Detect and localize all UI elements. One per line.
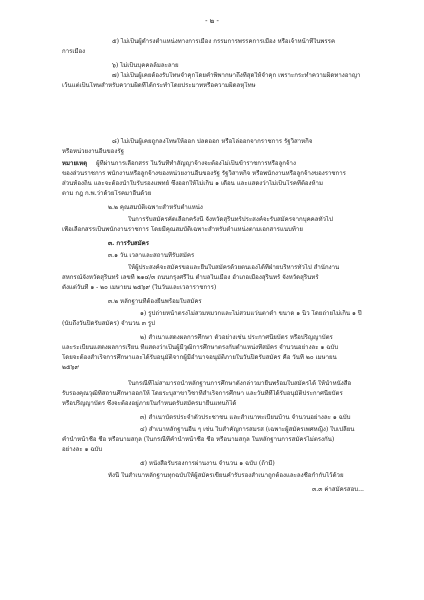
note-text: ส่วนท้องถิ่น และจะต้องนำใบรับรองแพทย์ ซึ่งออกให้ไม่เกิน ๑ เดือน และแสดงว่าไม่เป็นโรคที่ต้องห้าม — [62, 180, 323, 187]
document-item: คำนำหน้าชื่อ ชื่อ หรือนามสกุล (ในกรณีที่คำนำหน้าชื่อ ชื่อ หรือนามสกุล ในหลักฐานการสมัครไม่ตรงกัน) — [62, 436, 335, 443]
body-line: หรือปริญญาบัตร ซึ่งจะต้องอยู่ภายในกำหนดรับสมัครมายื่นแทนก็ได้ — [62, 400, 237, 407]
document-item: ๓) สำเนาบัตรประจำตัวประชาชน และสำเนาทะเบียนบ้าน จำนวนอย่างละ ๑ ฉบับ — [140, 414, 351, 421]
note-text: ผู้ที่ผ่านการเลือกสรร ในวันที่ทำสัญญาจ้างจะต้องไม่เป็นข้าราชการหรือลูกจ้าง — [96, 160, 296, 167]
body-line: เพื่อเลือกสรรเป็นพนักงานราชการ โดยมีคุณสมบัติเฉพาะสำหรับตำแหน่งตามเอกสารแนบท้าย — [62, 226, 303, 233]
body-line: ให้ผู้ประสงค์จะสมัครขอและยื่นใบสมัครด้วยตนเองได้ที่ฝ่ายบริหารทั่วไป สำนักงาน — [128, 264, 340, 271]
document-item: โดยจะต้องสำเร็จการศึกษาและได้รับอนุมัติจากผู้มีอำนาจอนุมัติภายในวันปิดรับสมัคร คือ วันที่ ๒๐ เมษายน — [62, 354, 337, 361]
body-line: สหกรณ์จังหวัดสุรินทร์ เลขที่ ๒๑๔/๓ ถนนกรุงศรีใน ตำบลในเมือง อำเภอเมืองสุรินทร์ จังหวัดสุรินทร์ — [62, 274, 319, 281]
document-item: ๕) หนังสือรับรองการผ่านงาน จำนวน ๑ ฉบับ (ถ้ามี) — [140, 460, 275, 467]
body-line: ในกรณีที่ไม่สามารถนำหลักฐานการศึกษาดังกล่าวมายื่นพร้อมใบสมัครได้ ให้นำหนังสือ — [128, 380, 352, 387]
qualification-line: ๕) ไม่เป็นผู้ดำรงตำแหน่งทางการเมือง กรรมการพรรคการเมือง หรือเจ้าหน้าที่ในพรรค — [112, 38, 336, 45]
qualification-line: ๗) ไม่เป็นผู้เคยต้องรับโทษจำคุกโดยคำพิพากษาถึงที่สุดให้จำคุก เพราะกระทำความผิดทางอาญา — [112, 72, 361, 79]
continuation-marker: ๓.๓ ค่าสมัครสอบ... — [312, 486, 364, 493]
document-item: ๑) รูปถ่ายหน้าตรงไม่สวมหมวกและไม่สวมแว่นตาดำ ขนาด ๑ นิ้ว โดยถ่ายไม่เกิน ๑ ปี — [140, 310, 362, 317]
body-line: ตั้งแต่วันที่ ๑ - ๒๐ เมษายน ๒๕๖๙ (ในวันและเวลาราชการ) — [62, 284, 217, 291]
section-heading: ๒.๒ คุณสมบัติเฉพาะสำหรับตำแหน่ง — [108, 204, 203, 211]
document-item: (นับถึงวันปิดรับสมัคร) จำนวน ๓ รูป — [62, 320, 155, 327]
document-item: และระเบียนแสดงผลการเรียน ที่แสดงว่าเป็นผู้มีวุฒิการศึกษาตรงกับตำแหน่งที่สมัคร จำนวนอย่างละ ๑ ฉบับ — [62, 344, 339, 351]
section-heading: ๓.๒ หลักฐานที่ต้องยื่นพร้อมใบสมัคร — [108, 298, 202, 305]
page-number: - ๒ - — [205, 17, 219, 25]
qualification-line: ๘) ไม่เป็นผู้เคยถูกลงโทษให้ออก ปลดออก หรือไล่ออกจากราชการ รัฐวิสาหกิจ — [112, 138, 313, 145]
note-text: ตาม กฎ ก.พ.ว่าด้วยโรคมาอื่นด้วย — [62, 190, 152, 197]
document-item: ๒๕๖๙ — [62, 364, 79, 371]
qualification-line: หรือหน่วยงานอื่นของรัฐ — [62, 148, 124, 155]
closing-note: ทั้งนี้ ในสำเนาหลักฐานทุกฉบับให้ผู้สมัครเขียนคำรับรองสำเนาถูกต้องและลงชื่อกำกับไว้ด้วย — [108, 472, 344, 479]
section-heading: ๓. การรับสมัคร — [108, 240, 150, 247]
document-item: ๒) สำเนาแสดงผลการศึกษา ตัวอย่างเช่น ประกาศนียบัตร หรือปริญญาบัตร — [140, 334, 333, 341]
qualification-line: เว้นแต่เป็นโทษสำหรับความผิดที่ได้กระทำโดยประมาทหรือความผิดลหุโทษ — [62, 82, 256, 89]
body-line: รับรองคุณวุฒิที่สถานศึกษาออกให้ โดยระบุสาขาวิชาที่สำเร็จการศึกษา และวันที่ที่ได้รับอนุมัติประกาศนียบัตร — [62, 390, 343, 397]
section-heading: ๓.๑ วัน เวลาและสถานที่รับสมัคร — [108, 252, 195, 259]
document-item: อย่างละ ๑ ฉบับ — [62, 446, 103, 453]
body-line: ในการรับสมัครคัดเลือกครั้งนี้ จังหวัดสุรินทร์ประสงค์จะรับสมัครจากบุคคลทั่วไป — [128, 216, 333, 223]
note-label: หมายเหตุ — [62, 160, 88, 167]
note-text: ของส่วนราชการ พนักงานหรือลูกจ้างของหน่วยงานอื่นของรัฐ รัฐวิสาหกิจ หรือพนักงานหรือลูกจ้างของราชการ — [62, 170, 346, 177]
qualification-line: ๖) ไม่เป็นบุคคลล้มละลาย — [112, 62, 179, 69]
document-item: ๔) สำเนาหลักฐานอื่น ๆ เช่น ใบสำคัญการสมรส (เฉพาะผู้สมัครเพศหญิง) ใบเปลี่ยน — [140, 426, 355, 433]
qualification-line: การเมือง — [62, 48, 86, 55]
